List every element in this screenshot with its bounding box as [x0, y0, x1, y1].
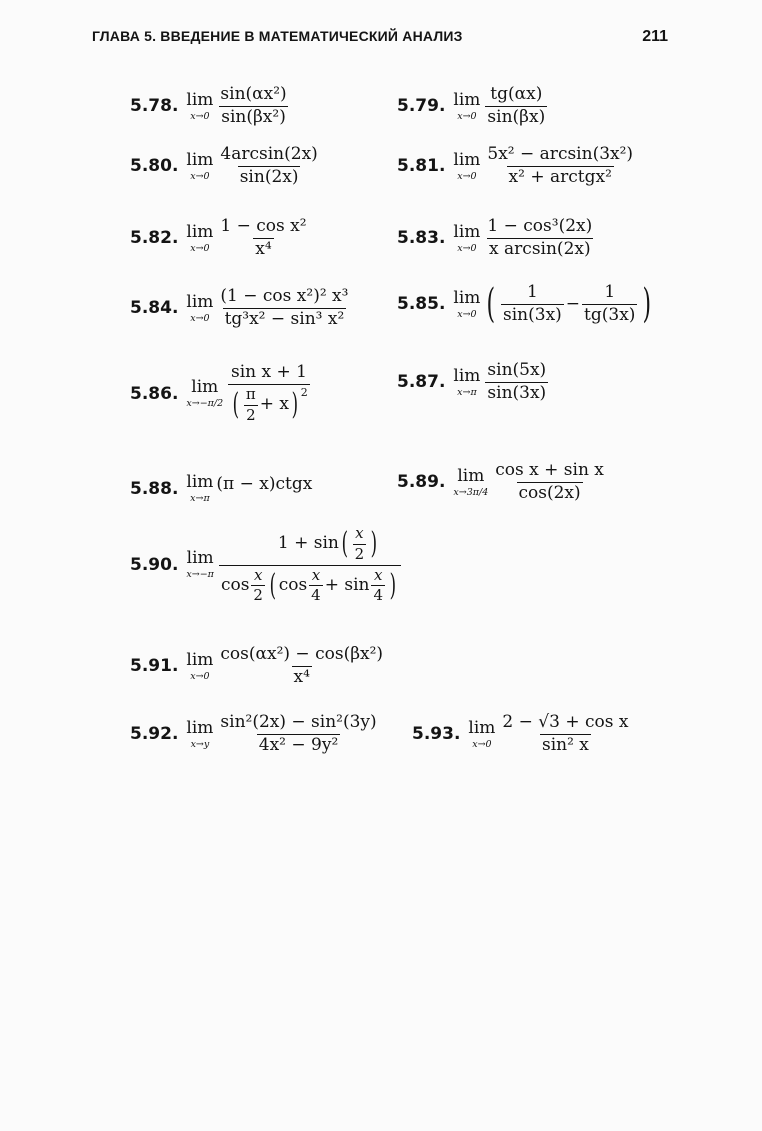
numerator: 1 − cos x² — [220, 216, 307, 236]
right-paren: ) — [370, 526, 378, 562]
lim-word: lim — [457, 465, 485, 486]
problem-number: 5.81. — [397, 156, 446, 177]
problem-number: 5.86. — [130, 383, 179, 404]
limit-subscript: x→0 — [457, 308, 477, 320]
numerator: 1 − cos³(2x) — [487, 216, 593, 236]
right-paren: ) — [291, 387, 299, 423]
numerator: 4arcsin(2x) — [220, 144, 318, 164]
lim-word: lim — [453, 287, 481, 308]
lim-word: lim — [186, 291, 214, 312]
denominator: sin(3x) — [487, 382, 547, 403]
cos-label: cos — [278, 574, 308, 595]
fraction — [218, 86, 288, 127]
fraction — [500, 714, 630, 755]
numerator: 2 − √3 + cos x — [502, 712, 629, 732]
problem-5-93 — [412, 714, 632, 755]
numerator: x — [374, 565, 383, 584]
numerator-text: 1 + sin — [277, 533, 339, 554]
numerator: π — [245, 384, 256, 403]
problem-number: 5.85. — [397, 294, 446, 315]
lim-word: lim — [191, 376, 219, 397]
fraction — [244, 384, 258, 424]
lim-word: lim — [468, 717, 496, 738]
problem-5-80 — [130, 146, 322, 187]
denominator: 2 — [246, 405, 256, 424]
page-number: 211 — [642, 28, 668, 45]
limit-subscript: x→0 — [190, 110, 210, 122]
right-paren: ) — [642, 281, 652, 328]
exponent: 2 — [300, 385, 308, 399]
denominator: x⁴ — [293, 666, 310, 687]
denominator-rest: + x — [259, 394, 290, 415]
lim-word: lim — [186, 89, 214, 110]
fraction — [485, 86, 547, 127]
problem-5-85 — [397, 281, 655, 328]
lim-word: lim — [186, 717, 214, 738]
lim-word: lim — [453, 365, 481, 386]
denominator: x arcsin(2x) — [489, 238, 591, 259]
fraction — [218, 218, 308, 259]
chapter-title: ГЛАВА 5. ВВЕДЕНИЕ В МАТЕМАТИЧЕСКИЙ АНАЛИЗ — [92, 28, 463, 44]
problem-5-89 — [397, 462, 608, 503]
fraction — [353, 526, 367, 563]
denominator: sin² x — [541, 734, 589, 755]
expression: (π − x)ctgx — [216, 474, 313, 494]
fraction — [485, 362, 548, 403]
problem-number: 5.90. — [130, 555, 179, 575]
numerator: tg(αx) — [490, 84, 543, 104]
limit-operator — [186, 474, 213, 504]
problem-number: 5.92. — [130, 724, 179, 745]
plus-sin: + sin — [324, 574, 370, 595]
problem-number: 5.89. — [397, 472, 446, 493]
limit-operator — [186, 649, 214, 682]
denominator: 4x² − 9y² — [258, 734, 339, 755]
denominator: tg³x² − sin³ x² — [224, 308, 345, 329]
denominator: x⁴ — [255, 238, 272, 259]
problem-5-83 — [397, 218, 596, 259]
left-paren: ( — [341, 526, 348, 562]
fraction — [501, 284, 564, 325]
limit-operator — [453, 287, 481, 320]
limit-operator — [453, 221, 481, 254]
lim-word: lim — [453, 89, 481, 110]
limit-subscript: x→0 — [190, 170, 210, 182]
limit-subscript: x→0 — [190, 242, 210, 254]
problem-5-92 — [130, 714, 381, 755]
left-paren: ( — [486, 281, 496, 328]
problem-number: 5.87. — [397, 372, 446, 393]
limit-subscript: x→0 — [190, 312, 210, 324]
limit-subscript: x→0 — [457, 242, 477, 254]
fraction — [485, 218, 594, 259]
fraction — [309, 565, 323, 605]
problem-number: 5.84. — [130, 298, 179, 319]
denominator: 2 — [354, 544, 365, 563]
problem-number: 5.82. — [130, 228, 179, 249]
lim-word: lim — [186, 149, 214, 170]
limit-subscript: x→−π/2 — [186, 397, 224, 409]
limit-operator — [186, 717, 214, 750]
fraction — [218, 646, 385, 687]
lim-word: lim — [186, 221, 214, 242]
problem-number: 5.93. — [412, 724, 461, 745]
left-paren: ( — [232, 387, 240, 423]
numerator: sin(αx²) — [220, 84, 287, 104]
problem-5-87 — [397, 362, 550, 403]
limit-subscript: x→−π — [186, 569, 214, 581]
problem-5-81 — [397, 146, 637, 187]
denominator: 2 — [253, 586, 263, 605]
denominator: sin(3x) — [503, 304, 562, 325]
limit-operator — [453, 365, 481, 398]
numerator: cos(αx²) − cos(βx²) — [220, 644, 384, 664]
problem-number: 5.79. — [397, 96, 446, 117]
numerator: x — [355, 524, 364, 542]
left-paren: ( — [269, 567, 277, 603]
limit-operator — [468, 717, 496, 750]
limit-operator — [186, 89, 214, 122]
denominator: 4 — [311, 586, 321, 605]
lim-word: lim — [186, 649, 214, 670]
problem-5-91 — [130, 646, 387, 687]
fraction — [485, 146, 635, 187]
problem-number: 5.88. — [130, 478, 179, 499]
fraction — [218, 288, 350, 329]
numerator — [238, 526, 382, 565]
numerator: 1 — [604, 282, 616, 302]
limit-operator — [186, 149, 214, 182]
limit-subscript: x→0 — [457, 170, 477, 182]
numerator: x — [253, 565, 263, 584]
problem-5-78 — [130, 86, 291, 127]
numerator: 5x² − arcsin(3x²) — [487, 144, 634, 164]
numerator: 1 — [526, 282, 538, 302]
limit-subscript: x→π — [457, 386, 477, 398]
numerator: x — [311, 565, 321, 584]
problem-5-86 — [130, 364, 312, 423]
limit-operator — [186, 291, 214, 324]
limit-operator — [186, 550, 214, 580]
problem-5-79 — [397, 86, 549, 127]
problem-5-82 — [130, 218, 311, 259]
fraction — [218, 714, 378, 755]
problem-number: 5.80. — [130, 156, 179, 177]
problem-number: 5.91. — [130, 656, 179, 677]
limit-subscript: x→π — [190, 493, 210, 504]
limit-operator — [453, 149, 481, 182]
lim-word: lim — [186, 548, 214, 569]
denominator: x² + arctgx² — [508, 166, 612, 187]
problem-5-88 — [130, 474, 312, 504]
numerator: sin²(2x) − sin²(3y) — [220, 712, 377, 732]
fraction — [493, 462, 606, 503]
limit-operator — [453, 465, 489, 498]
lim-word: lim — [186, 472, 214, 492]
problem-5-84 — [130, 288, 352, 329]
problem-5-90 — [130, 526, 403, 604]
limit-subscript: x→y — [190, 738, 210, 750]
fraction — [582, 284, 637, 325]
lim-word: lim — [453, 149, 481, 170]
denominator: sin(2x) — [239, 166, 299, 187]
denominator: 4 — [373, 586, 384, 605]
limit-operator — [186, 376, 224, 409]
numerator: sin x + 1 — [230, 362, 307, 382]
denominator — [219, 565, 401, 605]
denominator: sin(βx²) — [221, 106, 286, 127]
page-header — [92, 28, 668, 50]
fraction — [228, 364, 310, 423]
fraction — [219, 526, 401, 604]
fraction — [218, 146, 319, 187]
right-paren: ) — [389, 567, 397, 603]
denominator: sin(βx) — [487, 106, 546, 127]
fraction — [251, 565, 265, 605]
limit-subscript: x→0 — [457, 110, 477, 122]
limit-subscript: x→0 — [190, 670, 210, 682]
fraction — [371, 565, 385, 605]
limit-subscript: x→0 — [472, 738, 492, 750]
lim-word: lim — [453, 221, 481, 242]
problem-number: 5.83. — [397, 228, 446, 249]
denominator: tg(3x) — [584, 304, 636, 325]
numerator: cos x + sin x — [495, 460, 604, 480]
numerator: (1 − cos x²)² x³ — [220, 286, 349, 306]
operator: − — [565, 294, 581, 315]
limit-subscript: x→3π/4 — [453, 486, 489, 498]
denominator — [228, 384, 310, 424]
limit-operator — [186, 221, 214, 254]
denominator: cos(2x) — [518, 482, 581, 503]
problem-number: 5.78. — [130, 96, 179, 117]
numerator: sin(5x) — [487, 360, 547, 380]
cos-label: cos — [220, 574, 250, 595]
limit-operator — [453, 89, 481, 122]
